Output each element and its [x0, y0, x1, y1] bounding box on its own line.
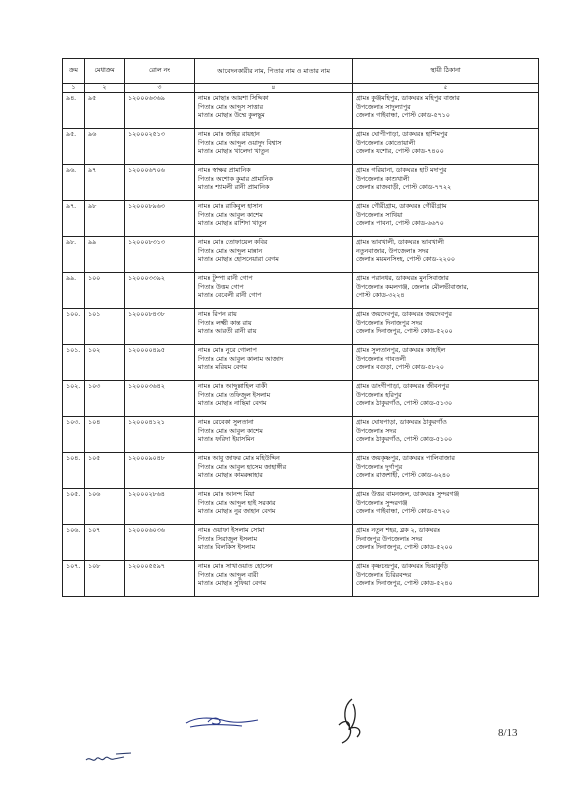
address-line: উপজেলাঃ সাদুল্যাপুর: [356, 103, 411, 111]
address-line: গ্রামঃ ভাবখালী, ডাকঘরঃ ভাবখালী: [356, 239, 444, 246]
applicant-cell: [195, 489, 353, 525]
applicant-line: মাতাঃ মরিয়ম বেগম: [198, 364, 247, 372]
address-cell: [353, 237, 539, 273]
address-line: জেলাঃ গাইবান্ধা, পোস্ট কোড-৫৭১০: [356, 112, 450, 120]
address-line: উপজেলাঃ সদর: [356, 427, 397, 435]
applicant-line: মাতাঃ মোছাঃ খালেদা খাতুন: [198, 148, 269, 156]
roll-number-cell: ১২০০০৯০৪৮: [125, 453, 195, 489]
roll-number-cell: ১২০০০৩৬৪২: [125, 381, 195, 417]
address-line: গ্রামঃ ঘোষপাড়া, ডাকঘরঃ ঠাকুরগাঁও: [356, 419, 447, 426]
roll-number-cell: ১২০০০৬০৩৬: [125, 525, 195, 561]
applicant-cell: [195, 93, 353, 129]
address-line: গ্রামঃ নতুন শহর, ব্লক ২, ডাকঘরঃ: [356, 527, 441, 534]
applicant-line: মাতাঃ মোছাঃ সুফিয়া বেগম: [198, 580, 266, 588]
initials-signature-left: [84, 748, 140, 770]
roll-number-cell: ১২০০০৮৯৬৩: [125, 201, 195, 237]
serial-cell: ৯৮.: [63, 237, 85, 273]
applicant-line: মাতাঃ শ্যামলী রানী প্রামানিক: [198, 184, 270, 192]
address-line: জেলাঃ রাজবাড়ী, পোস্ট কোড-৭৭২২: [356, 184, 452, 192]
address-line: গ্রামঃ গৌরীগ্রাম, ডাকঘরঃ গৌরীগ্রাম: [356, 203, 447, 210]
address-cell: [353, 453, 539, 489]
address-line: গ্রামঃ জয়কৃষ্ণপুর, ডাকঘরঃ পালিবাজার: [356, 455, 455, 462]
address-cell: [353, 129, 539, 165]
merit-cell: ১০৮: [85, 561, 125, 597]
table-header-row: [63, 59, 539, 84]
address-cell: [353, 489, 539, 525]
applicant-line: মাতাঃ মোছাঃ নুর জাহান বেগম: [198, 508, 276, 516]
serial-cell: ১০১.: [63, 345, 85, 381]
serial-cell: ৯৬.: [63, 165, 85, 201]
applicant-line: পিতাঃ মোঃ আব্দুল মান্নান: [198, 247, 263, 255]
address-line: উপজেলাঃ সাথিয়া: [356, 211, 403, 219]
merit-cell: ৯৯: [85, 237, 125, 273]
roll-number-cell: ১২০০০৩৩৯২: [125, 273, 195, 309]
table-row: [63, 453, 539, 489]
address-line: গ্রামঃ কুঞ্জমহিপুর, ডাকঘরঃ মহিপুর বাজার: [356, 95, 460, 102]
roll-number-cell: ১২০০০০৪৯৫: [125, 345, 195, 381]
applicant-cell: [195, 237, 353, 273]
applicant-cell: [195, 381, 353, 417]
address-line: নতুনবাজার, উপজেলাঃ সদর: [356, 247, 429, 255]
address-line: জেলাঃ যশোর, পোস্ট কোড-৭৪০০: [356, 148, 444, 156]
applicant-line: পিতাঃ মোঃ আব্দুস সাত্তার: [198, 103, 263, 111]
address-line: গ্রামঃ কৃষ্ণচন্দ্রপুর, ডাকঘরঃ ভিয়াকুড়ি: [356, 563, 448, 570]
table-row: [63, 129, 539, 165]
applicant-line: মাতাঃ মোছাঃ রাশিদা খাতুন: [198, 220, 267, 228]
merit-cell: ১০৭: [85, 525, 125, 561]
address-cell: [353, 381, 539, 417]
header-merit: মেধাক্রম: [85, 59, 125, 84]
address-line: জেলাঃ দিনাজপুর, পোস্ট কোড-৫২৪০: [356, 580, 453, 588]
address-line: উপজেলাঃ গাবতলী: [356, 355, 406, 363]
applicant-line: নামঃ রেবেকা সুলতানা: [198, 419, 254, 426]
roll-number-cell: ১২০০০২৮৬৪: [125, 489, 195, 525]
merit-cell: ১০২: [85, 345, 125, 381]
header-serial: ক্রম: [63, 59, 85, 84]
serial-cell: ১০২.: [63, 381, 85, 417]
address-cell: [353, 273, 539, 309]
applicant-line: নামঃ রিপন রায়: [198, 311, 237, 318]
applicant-cell: [195, 273, 353, 309]
signature-right: [330, 696, 370, 746]
applicant-cell: [195, 165, 353, 201]
applicant-line: নামঃ মোঃ আব্দুল্লাহিল বাকী: [198, 383, 268, 390]
roll-number-cell: ১২০০০৮৩১৩: [125, 237, 195, 273]
applicant-line: পিতাঃ মোঃ আবুল কাশেম: [198, 211, 263, 219]
applicant-line: মাতাঃ ফরিদা ইয়াসমিন: [198, 436, 255, 444]
address-line: জেলাঃ দিনাজপুর, পোস্ট কোড-৫২০০: [356, 328, 453, 336]
address-line: জেলাঃ রাজশাহী, পোস্ট কোড-৬২৪০: [356, 472, 451, 480]
table-row: [63, 345, 539, 381]
roll-number-cell: ১২০০০৬৭০৬: [125, 165, 195, 201]
applicant-line: মাতাঃ মোছাঃ হোসনেয়ারা বেগম: [198, 256, 279, 264]
address-line: উপজেলাঃ সুন্দরগঞ্জ: [356, 499, 408, 507]
address-line: গ্রামঃ পরানধর, ডাকঘরঃ মুনসিবাজার: [356, 275, 449, 282]
serial-cell: ৯৫.: [63, 129, 85, 165]
roll-number-cell: ১২০০০৮৪৩৮: [125, 309, 195, 345]
address-line: জেলাঃ পাবনা, পোস্ট কোড-৬৬৭০: [356, 220, 444, 228]
applicant-cell: [195, 453, 353, 489]
merit-cell: ১০৪: [85, 417, 125, 453]
column-number: ২: [85, 84, 125, 93]
applicant-line: পিতাঃ মোঃ আব্দুল হাই সরকার: [198, 499, 276, 507]
applicant-line: নামঃ মোছাঃ আয়শা সিদ্দিকা: [198, 95, 269, 102]
address-line: জেলাঃ ঠাকুরগাঁও, পোস্ট কোড-৫১০০: [356, 436, 453, 444]
address-line: গ্রামঃ ঘোপীপাড়া, ডাকঘরঃ হাশিমপুর: [356, 131, 448, 138]
serial-cell: ৯৯.: [63, 273, 85, 309]
address-line: গ্রামঃ সুলতানপুর, ডাকঘরঃ কাহাইল: [356, 347, 446, 354]
applicant-line: মাতাঃ মোছাঃ উম্মে কুলছুম: [198, 112, 265, 120]
address-cell: [353, 345, 539, 381]
address-line: উপজেলাঃ দিনাজপুর সদর: [356, 319, 423, 327]
table-row: [63, 93, 539, 129]
table-row: [63, 381, 539, 417]
address-cell: [353, 165, 539, 201]
applicant-cell: [195, 417, 353, 453]
address-line: জেলাঃ বগুড়া, পোস্ট কোড-৫৮২০: [356, 364, 444, 372]
applicant-line: নামঃ মোঃ রাকিবুল হাসান: [198, 203, 263, 210]
applicant-line: মাতাঃ মোছাঃ কামরুন্নাহার: [198, 472, 263, 480]
address-line: পোস্ট কোড-৩২২৪: [356, 292, 405, 300]
merit-cell: ৯৮: [85, 201, 125, 237]
applicant-cell: [195, 561, 353, 597]
roll-number-cell: ১২০০০৫৫৯৭: [125, 561, 195, 597]
merit-cell: ৯৫: [85, 93, 125, 129]
address-line: দিনাজপুর উপজেলাঃ সদর: [356, 535, 423, 543]
table-row: [63, 417, 539, 453]
serial-cell: ১০৪.: [63, 453, 85, 489]
column-number-row: [63, 84, 539, 93]
table-row: [63, 309, 539, 345]
address-line: উপজেলাঃ কোতোয়ালী: [356, 139, 416, 147]
applicant-line: নামঃ ওয়াফা ইসলাম সোমা: [198, 527, 265, 534]
applicant-line: পিতাঃ অশোক কুমার প্রামানিক: [198, 175, 273, 183]
table-row: [63, 273, 539, 309]
merit-cell: ৯৬: [85, 129, 125, 165]
table-body: [63, 93, 539, 597]
address-line: গ্রামঃ উত্তর বামনজল, ডাকঘরঃ সুন্দরগঞ্জ: [356, 491, 459, 498]
address-line: গ্রামঃ গরিয়ানা, ডাকঘরঃ হাট মদাপুর: [356, 167, 447, 174]
applicant-line: নামঃ মোঃ তোফায়েল কবির: [198, 239, 268, 246]
merit-cell: ১০১: [85, 309, 125, 345]
applicant-line: নামঃ মোঃ সাখাওয়াত হোসেন: [198, 563, 273, 570]
merit-cell: ১০৬: [85, 489, 125, 525]
address-cell: [353, 201, 539, 237]
serial-cell: ১০৭.: [63, 561, 85, 597]
applicant-line: পিতাঃ মোঃ আব্দুল ওয়াদুদ বিশ্বাস: [198, 139, 282, 147]
applicant-line: পিতাঃ উত্তম গোপ: [198, 283, 244, 291]
header-roll: রোল নং: [125, 59, 195, 84]
applicant-line: পিতাঃ মোঃ আব্দুল বারী: [198, 571, 259, 579]
address-cell: [353, 525, 539, 561]
address-cell: [353, 93, 539, 129]
applicant-line: পিতাঃ মোঃ আবুল কালাম আজাদ: [198, 355, 284, 363]
table-row: [63, 237, 539, 273]
serial-cell: ১০৫.: [63, 489, 85, 525]
applicant-line: নামঃ টুম্পা রানী গোপ: [198, 275, 253, 282]
table-row: [63, 165, 539, 201]
serial-cell: ১০০.: [63, 309, 85, 345]
column-number: ৫: [353, 84, 539, 93]
applicant-line: নামঃ মোঃ নুরে গোলাপ: [198, 347, 257, 354]
applicant-line: পিতাঃ লক্ষ্মী কান্ত রায়: [198, 319, 252, 327]
merit-cell: ১০৫: [85, 453, 125, 489]
table-row: [63, 201, 539, 237]
serial-cell: ৯৪.: [63, 93, 85, 129]
address-line: উপজেলাঃ কাশুখালী: [356, 175, 410, 183]
serial-cell: ৯৭.: [63, 201, 85, 237]
roll-number-cell: ১২০০০৪১২১: [125, 417, 195, 453]
serial-cell: ১০৩.: [63, 417, 85, 453]
applicant-line: নামঃ আবু জাফর মোঃ মহিউদ্দিন: [198, 455, 280, 462]
column-number: ১: [63, 84, 85, 93]
address-line: জেলাঃ গাইবান্ধা, পোস্ট কোড-৫৭২০: [356, 508, 450, 516]
document-sheet: [62, 58, 538, 597]
applicant-line: মাতাঃ মোছাঃ নাছিমা বেগম: [198, 400, 267, 408]
table-row: [63, 561, 539, 597]
address-line: গ্রামঃ জয়দেবপুর, ডাকঘরঃ জয়দেবপুর: [356, 311, 452, 318]
applicant-line: পিতাঃ মোঃ আবুল হাসেম জাহাঙ্গীর: [198, 463, 287, 471]
applicant-line: মাতাঃ বেবেলী রানী গোপ: [198, 292, 262, 300]
column-number: ৩: [125, 84, 195, 93]
applicant-line: নামঃ স্বাক্ষর প্রামানিক: [198, 167, 251, 174]
address-line: উপজেলাঃ হরিপুর: [356, 391, 402, 399]
address-line: জেলাঃ ময়মনসিংহ, পোস্ট কোড-২২০০: [356, 256, 455, 264]
applicant-cell: [195, 525, 353, 561]
roll-number-cell: ১২০০০৬৩৬৯: [125, 93, 195, 129]
merit-list-table: [62, 58, 539, 597]
serial-cell: ১০৬.: [63, 525, 85, 561]
applicant-line: পিতাঃ মোঃ আবুল কাশেম: [198, 427, 263, 435]
applicant-line: পিতাঃ সিরাজুল ইসলাম: [198, 535, 258, 543]
address-line: উপজেলাঃ দুর্গাপুর: [356, 463, 403, 471]
address-line: জেলাঃ ঠাকুরগাঁও, পোস্ট কোড-৫১৩০: [356, 400, 453, 408]
applicant-line: নামঃ মোঃ জহির রায়হান: [198, 131, 260, 138]
column-number: ৪: [195, 84, 353, 93]
roll-number-cell: ১২০০০২৫১৩: [125, 129, 195, 165]
header-applicant: [195, 59, 353, 84]
address-cell: [353, 561, 539, 597]
merit-cell: ১০০: [85, 273, 125, 309]
applicant-cell: [195, 201, 353, 237]
merit-cell: ১০৩: [85, 381, 125, 417]
applicant-line: মাতাঃ আরতী রানী রায়: [198, 328, 257, 336]
merit-cell: ৯৭: [85, 165, 125, 201]
address-cell: [353, 417, 539, 453]
address-line: উপজেলাঃ চিরিরবন্দর: [356, 571, 412, 579]
address-cell: [353, 309, 539, 345]
table-row: [63, 525, 539, 561]
applicant-cell: [195, 345, 353, 381]
applicant-cell: [195, 129, 353, 165]
applicant-line: পিতাঃ মোঃ তফিজুল ইসলাম: [198, 391, 271, 399]
address-line: জেলাঃ দিনাজপুর, পোস্ট কোড-৫২০০: [356, 544, 453, 552]
applicant-cell: [195, 309, 353, 345]
table-row: [63, 489, 539, 525]
address-line: গ্রামঃ ডাংগীপাড়া, ডাকঘরঃ জীবনপুর: [356, 383, 449, 390]
applicant-line: মাতাঃ বিলকিস ইসলাম: [198, 544, 256, 552]
page-number: 8/13: [498, 727, 518, 739]
applicant-line: নামঃ মোঃ আনন্দ মিয়া: [198, 491, 255, 498]
header-applicant-label: আবেদনকারীর নাম, পিতার নাম ও মাতার নাম: [217, 67, 330, 75]
address-line: উপজেলাঃ কমলগঞ্জ, জেলাঃ মৌলভীবাজার,: [356, 283, 469, 291]
header-address: স্থায়ী ঠিকানা: [353, 59, 539, 84]
initials-signature-middle: [182, 708, 266, 734]
